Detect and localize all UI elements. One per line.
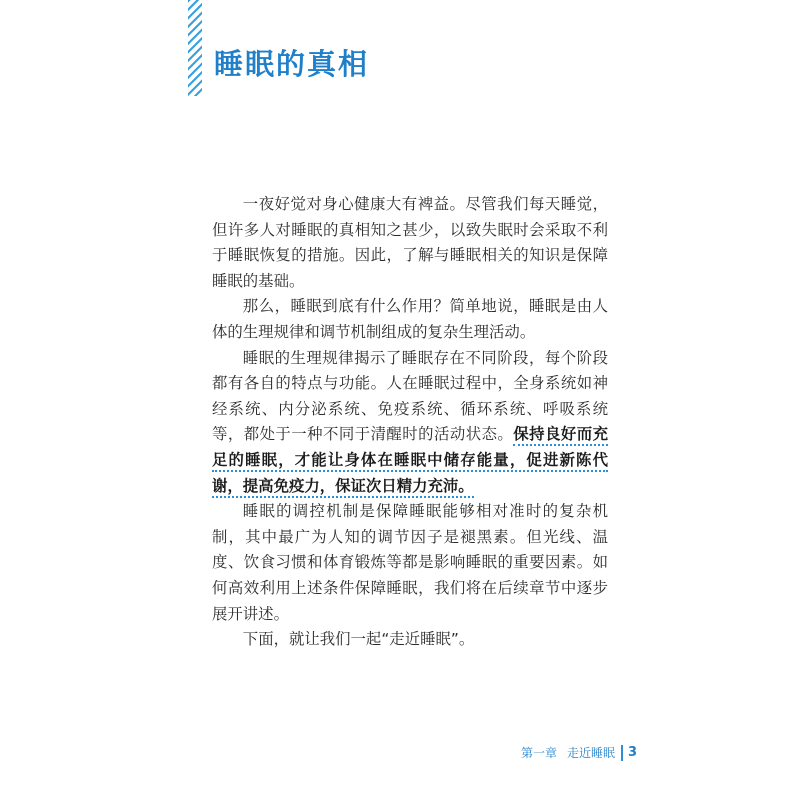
paragraph-3-text: 睡眠的生理规律揭示了睡眠存在不同阶段，每个阶段都有各自的特点与功能。人在睡眠过程中，全身系统如神经系统、内分泌系统、免疫系统、循环系统、呼吸系统等，都处于一种不同于清醒时的活动状态。 [212,348,608,444]
chapter-number: 第一章 [521,746,558,760]
footer-divider [621,745,623,761]
page-number: 3 [628,745,638,760]
running-footer [521,742,615,764]
paragraph-3 [212,346,608,500]
paragraph-2: 那么，睡眠到底有什么作用？简单地说，睡眠是由人体的生理规律和调节机制组成的复杂生理活动。 [212,297,608,341]
decorative-hatched-stripe [188,0,202,96]
paragraph-4: 睡眠的调控机制是保障睡眠能够相对准时的复杂机制，其中最广为人知的调节因子是褪黑素。但光线、温度、饮食习惯和体育锻炼等都是影响睡眠的重要因素。如何高效利用上述条件保障睡眠，我们将在后续章节中逐步展开讲述。 [212,502,608,623]
chapter-title: 走近睡眠 [567,746,616,760]
paragraph-1: 一夜好觉对身心健康大有裨益。尽管我们每天睡觉，但许多人对睡眠的真相知之甚少，以致失眠时会采取不利于睡眠恢复的措施。因此，了解与睡眠相关的知识是保障睡眠的基础。 [212,195,608,290]
body-text [212,192,608,653]
paragraph-5: 下面，就让我们一起“走近睡眠”。 [242,630,475,649]
highlighted-key-sentence: 保持良好而充足的睡眠，才能让身体在睡眠中储存能量，促进新陈代谢，提高免疫力，保证次日精力充沛。 [212,425,608,497]
section-title: 睡眠的真相 [214,47,370,81]
